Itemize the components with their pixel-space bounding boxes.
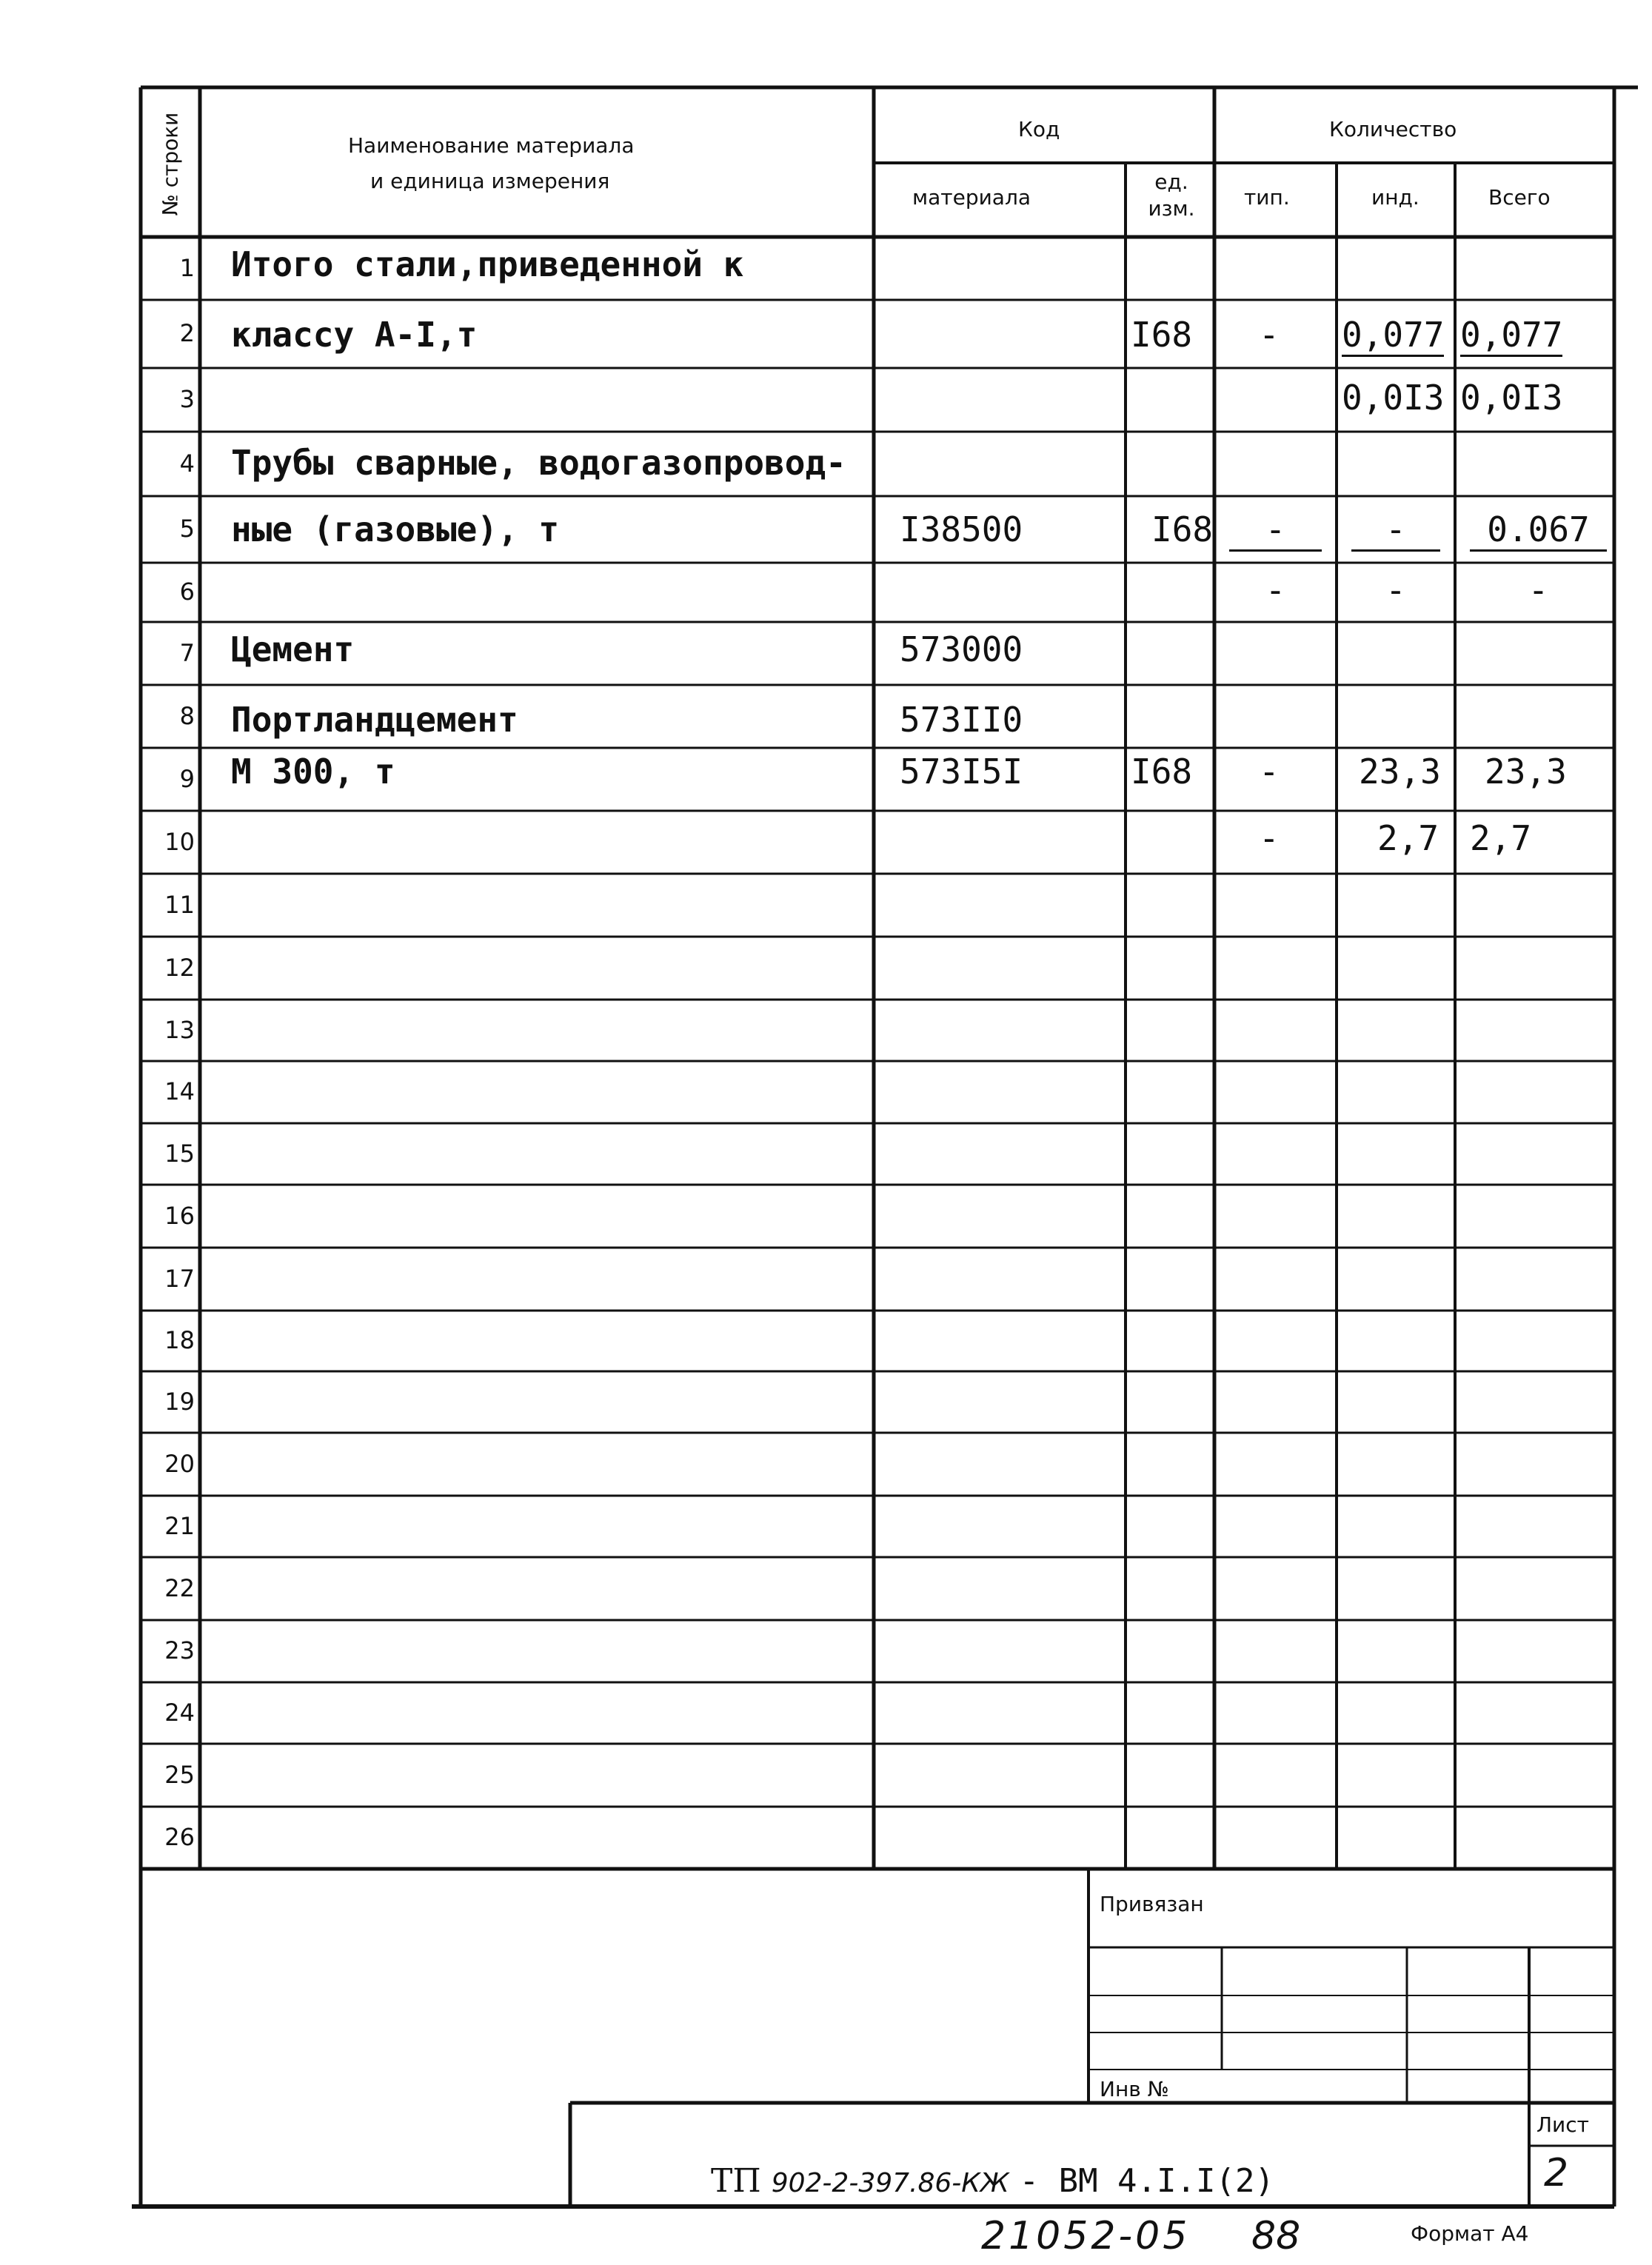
- quantity-header: Количество: [1329, 117, 1457, 141]
- row-number: 5: [179, 515, 195, 543]
- archive-number: 21052-05: [981, 2214, 1191, 2258]
- row2-typical: -: [1259, 315, 1280, 355]
- row9-code: 573I5I: [900, 752, 1023, 792]
- name-header: Наименование материала: [348, 133, 635, 158]
- row5-total: 0.067: [1470, 509, 1607, 552]
- row-number: 23: [164, 1636, 195, 1665]
- row-number: 26: [164, 1823, 195, 1851]
- row-number: 3: [179, 385, 195, 413]
- row2-total: 0,077: [1460, 315, 1562, 357]
- row5-name: ные (газовые), т: [231, 509, 560, 549]
- row-number: 18: [164, 1326, 195, 1354]
- row9-unit: I68: [1131, 752, 1193, 792]
- typical-header: тип.: [1244, 185, 1290, 210]
- row6-total: -: [1528, 570, 1549, 610]
- paper-format: Формат А4: [1411, 2221, 1529, 2246]
- sheet-number: 2: [1544, 2151, 1569, 2195]
- row-number: 24: [164, 1698, 195, 1727]
- document-code-suffix: - ВМ 4.I.I(2): [1019, 2162, 1274, 2200]
- row-number: 1: [179, 253, 195, 282]
- row-number: 15: [164, 1139, 195, 1168]
- row2-individual: 0,077: [1342, 315, 1444, 357]
- total-header: Всего: [1488, 185, 1551, 210]
- row-number: 20: [164, 1449, 195, 1478]
- row7-name: Цемент: [231, 629, 355, 669]
- document-code: [711, 2162, 1274, 2200]
- row-number: 19: [164, 1387, 195, 1416]
- row9-name: М 300, т: [231, 752, 395, 792]
- row9-typical: -: [1259, 752, 1280, 792]
- row-number: 21: [164, 1511, 195, 1540]
- row-number: 9: [179, 764, 195, 793]
- row8-name: Портландцемент: [231, 700, 518, 740]
- row10-total: 2,7: [1470, 818, 1532, 858]
- row-number: 6: [179, 578, 195, 606]
- row-number: 4: [179, 449, 195, 478]
- row4-name: Трубы сварные, водогазопровод-: [231, 443, 846, 483]
- unit-header: ед. изм.: [1148, 170, 1195, 221]
- row-number: 11: [164, 890, 195, 919]
- row2-name: классу А-I,т: [231, 315, 478, 355]
- individual-header: инд.: [1371, 185, 1419, 210]
- row10-typical: -: [1259, 818, 1280, 858]
- sheet-label: Лист: [1536, 2112, 1589, 2137]
- row9-individual: 23,3: [1359, 752, 1441, 792]
- row10-individual: 2,7: [1377, 818, 1439, 858]
- row8-code: 573II0: [900, 700, 1023, 740]
- row-number: 2: [179, 319, 195, 347]
- row1-name: Итого стали,приведенной к: [231, 244, 744, 284]
- row-number: 17: [164, 1264, 195, 1293]
- document-code-handwritten: 902-2-397.86-КЖ: [771, 2168, 1009, 2198]
- row-number: 12: [164, 953, 195, 982]
- row2-unit: I68: [1131, 315, 1193, 355]
- row-number-header: [148, 96, 193, 230]
- row-number: 8: [179, 701, 195, 730]
- row3-individual: 0,0I3: [1342, 378, 1445, 418]
- row9-total: 23,3: [1485, 752, 1567, 792]
- row-number: 14: [164, 1077, 195, 1105]
- row5-code: I38500: [900, 509, 1023, 549]
- inventory-label: Инв №: [1100, 2077, 1169, 2101]
- row5-individual: -: [1351, 509, 1440, 552]
- row7-code: 573000: [900, 629, 1023, 669]
- row6-typical: -: [1265, 570, 1286, 610]
- row-number: 25: [164, 1760, 195, 1789]
- row-number: 22: [164, 1573, 195, 1602]
- row-number-header-label: № строки: [158, 112, 183, 216]
- archive-year: 88: [1251, 2214, 1301, 2258]
- row6-individual: -: [1385, 570, 1406, 610]
- row5-typical: -: [1229, 509, 1322, 552]
- row3-total: 0,0I3: [1460, 378, 1563, 418]
- material-code-header: материала: [912, 185, 1031, 210]
- row-number: 7: [179, 638, 195, 667]
- document-code-prefix: ТП: [711, 2162, 761, 2200]
- privyazan-label: Привязан: [1100, 1892, 1204, 1916]
- code-header: Код: [1018, 117, 1060, 141]
- row-number: 13: [164, 1015, 195, 1044]
- row-number: 16: [164, 1201, 195, 1230]
- row-number: 10: [164, 827, 195, 856]
- name-header-line2: и единица измерения: [370, 169, 610, 193]
- row5-unit: I68: [1151, 509, 1214, 549]
